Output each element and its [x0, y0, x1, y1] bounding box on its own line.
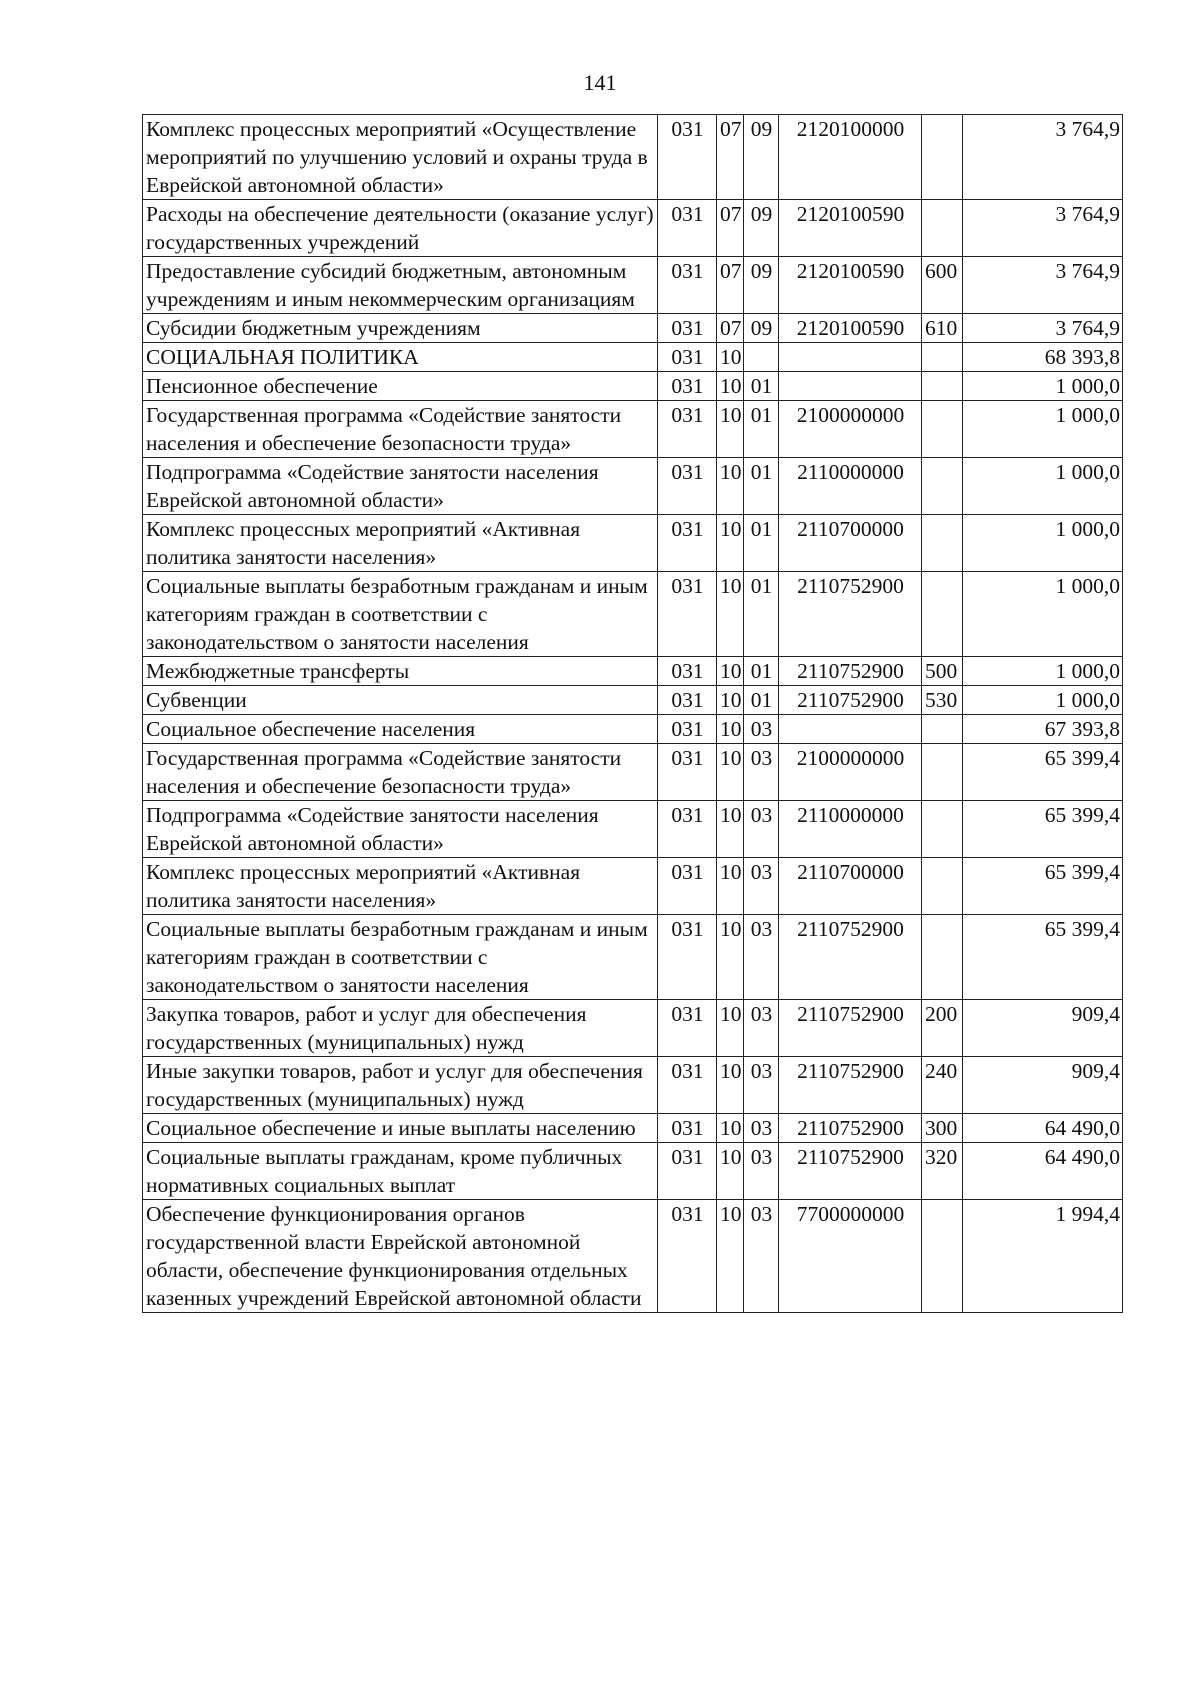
row-section-cell: 10 — [717, 515, 744, 572]
row-subsection-cell: 09 — [744, 200, 779, 257]
row-target-article-cell — [779, 343, 922, 372]
table-row — [143, 372, 1123, 401]
row-amount-cell: 1 000,0 — [963, 515, 1123, 572]
row-ved-cell: 031 — [658, 715, 717, 744]
row-ved-cell: 031 — [658, 572, 717, 657]
budget-table-body — [143, 115, 1123, 1313]
row-section-cell: 07 — [717, 314, 744, 343]
table-row — [143, 401, 1123, 458]
row-section-cell: 10 — [717, 858, 744, 915]
row-amount-cell: 3 764,9 — [963, 257, 1123, 314]
table-row — [143, 1057, 1123, 1114]
row-ved-cell: 031 — [658, 257, 717, 314]
table-row — [143, 572, 1123, 657]
row-amount-cell: 1 000,0 — [963, 458, 1123, 515]
row-ved-cell: 031 — [658, 915, 717, 1000]
row-expense-type-cell: 240 — [922, 1057, 963, 1114]
row-ved-cell: 031 — [658, 801, 717, 858]
row-ved-cell: 031 — [658, 401, 717, 458]
table-row — [143, 1000, 1123, 1057]
table-row — [143, 686, 1123, 715]
row-expense-type-cell — [922, 401, 963, 458]
row-name-cell: Государственная программа «Содействие занятости населения и обеспечение безопасности труда» — [143, 744, 658, 801]
row-section-cell: 10 — [717, 372, 744, 401]
row-target-article-cell: 2110752900 — [779, 1000, 922, 1057]
row-section-cell: 10 — [717, 1057, 744, 1114]
row-amount-cell: 3 764,9 — [963, 200, 1123, 257]
row-subsection-cell: 03 — [744, 744, 779, 801]
row-expense-type-cell: 500 — [922, 657, 963, 686]
row-target-article-cell: 2120100590 — [779, 200, 922, 257]
row-expense-type-cell: 320 — [922, 1143, 963, 1200]
budget-table — [142, 114, 1123, 1313]
row-expense-type-cell — [922, 458, 963, 515]
row-ved-cell: 031 — [658, 1000, 717, 1057]
row-amount-cell: 1 000,0 — [963, 657, 1123, 686]
row-subsection-cell: 03 — [744, 801, 779, 858]
row-name-cell: Расходы на обеспечение деятельности (оказание услуг) государственных учреждений — [143, 200, 658, 257]
row-name-cell: Комплекс процессных мероприятий «Активная политика занятости населения» — [143, 858, 658, 915]
row-ved-cell: 031 — [658, 744, 717, 801]
row-target-article-cell: 2120100590 — [779, 257, 922, 314]
table-row — [143, 314, 1123, 343]
row-expense-type-cell — [922, 858, 963, 915]
row-name-cell: Социальные выплаты безработным гражданам и иным категориям граждан в соответствии с законодательством о занятости населения — [143, 915, 658, 1000]
row-ved-cell: 031 — [658, 686, 717, 715]
row-name-cell: Субвенции — [143, 686, 658, 715]
row-subsection-cell: 01 — [744, 572, 779, 657]
table-row — [143, 1143, 1123, 1200]
row-subsection-cell: 09 — [744, 257, 779, 314]
row-subsection-cell: 01 — [744, 515, 779, 572]
row-name-cell: СОЦИАЛЬНАЯ ПОЛИТИКА — [143, 343, 658, 372]
row-target-article-cell: 2110752900 — [779, 572, 922, 657]
row-ved-cell: 031 — [658, 314, 717, 343]
row-amount-cell: 1 000,0 — [963, 572, 1123, 657]
row-ved-cell: 031 — [658, 200, 717, 257]
row-subsection-cell: 01 — [744, 401, 779, 458]
row-amount-cell: 64 490,0 — [963, 1143, 1123, 1200]
row-name-cell: Межбюджетные трансферты — [143, 657, 658, 686]
row-target-article-cell: 2100000000 — [779, 744, 922, 801]
row-amount-cell: 65 399,4 — [963, 915, 1123, 1000]
row-amount-cell: 1 000,0 — [963, 686, 1123, 715]
row-subsection-cell — [744, 343, 779, 372]
table-row — [143, 458, 1123, 515]
table-row — [143, 200, 1123, 257]
row-target-article-cell — [779, 715, 922, 744]
row-ved-cell: 031 — [658, 1057, 717, 1114]
row-target-article-cell: 2110752900 — [779, 657, 922, 686]
row-expense-type-cell: 300 — [922, 1114, 963, 1143]
row-expense-type-cell: 200 — [922, 1000, 963, 1057]
row-target-article-cell: 2120100000 — [779, 115, 922, 200]
row-section-cell: 07 — [717, 200, 744, 257]
row-ved-cell: 031 — [658, 1143, 717, 1200]
row-subsection-cell: 09 — [744, 115, 779, 200]
row-section-cell: 10 — [717, 915, 744, 1000]
row-subsection-cell: 09 — [744, 314, 779, 343]
row-target-article-cell: 2110752900 — [779, 686, 922, 715]
row-subsection-cell: 01 — [744, 686, 779, 715]
row-amount-cell: 909,4 — [963, 1057, 1123, 1114]
row-subsection-cell: 03 — [744, 1057, 779, 1114]
row-section-cell: 10 — [717, 1000, 744, 1057]
row-ved-cell: 031 — [658, 343, 717, 372]
row-ved-cell: 031 — [658, 657, 717, 686]
row-amount-cell: 65 399,4 — [963, 801, 1123, 858]
row-ved-cell: 031 — [658, 1200, 717, 1313]
row-section-cell: 10 — [717, 744, 744, 801]
row-target-article-cell: 2110700000 — [779, 515, 922, 572]
row-ved-cell: 031 — [658, 372, 717, 401]
row-section-cell: 07 — [717, 257, 744, 314]
row-target-article-cell: 2110752900 — [779, 1143, 922, 1200]
row-name-cell: Государственная программа «Содействие занятости населения и обеспечение безопасности труда» — [143, 401, 658, 458]
row-expense-type-cell — [922, 1200, 963, 1313]
row-amount-cell: 3 764,9 — [963, 314, 1123, 343]
row-subsection-cell: 03 — [744, 715, 779, 744]
row-section-cell: 10 — [717, 1114, 744, 1143]
table-row — [143, 744, 1123, 801]
row-ved-cell: 031 — [658, 115, 717, 200]
row-name-cell: Социальные выплаты безработным гражданам и иным категориям граждан в соответствии с законодательством о занятости населения — [143, 572, 658, 657]
row-name-cell: Социальное обеспечение и иные выплаты населению — [143, 1114, 658, 1143]
table-row — [143, 858, 1123, 915]
row-subsection-cell: 01 — [744, 372, 779, 401]
row-section-cell: 10 — [717, 458, 744, 515]
row-target-article-cell: 2110752900 — [779, 915, 922, 1000]
row-amount-cell: 67 393,8 — [963, 715, 1123, 744]
row-target-article-cell: 2110000000 — [779, 801, 922, 858]
row-section-cell: 10 — [717, 801, 744, 858]
row-amount-cell: 68 393,8 — [963, 343, 1123, 372]
table-row — [143, 1200, 1123, 1313]
table-row — [143, 115, 1123, 200]
row-section-cell: 10 — [717, 686, 744, 715]
row-expense-type-cell — [922, 200, 963, 257]
row-name-cell: Пенсионное обеспечение — [143, 372, 658, 401]
row-target-article-cell: 2120100590 — [779, 314, 922, 343]
row-expense-type-cell — [922, 115, 963, 200]
row-expense-type-cell: 600 — [922, 257, 963, 314]
table-row — [143, 915, 1123, 1000]
table-row — [143, 1114, 1123, 1143]
row-name-cell: Социальное обеспечение населения — [143, 715, 658, 744]
row-expense-type-cell: 610 — [922, 314, 963, 343]
row-expense-type-cell — [922, 715, 963, 744]
row-amount-cell: 1 994,4 — [963, 1200, 1123, 1313]
row-name-cell: Социальные выплаты гражданам, кроме публичных нормативных социальных выплат — [143, 1143, 658, 1200]
row-subsection-cell: 03 — [744, 1000, 779, 1057]
table-row — [143, 657, 1123, 686]
table-row — [143, 515, 1123, 572]
row-section-cell: 10 — [717, 715, 744, 744]
table-row — [143, 257, 1123, 314]
row-name-cell: Обеспечение функционирования органов государственной власти Еврейской автономной области, обеспечение функционирования отдельных казенных учреждений Еврейской автономной области — [143, 1200, 658, 1313]
row-target-article-cell — [779, 372, 922, 401]
row-target-article-cell: 2110000000 — [779, 458, 922, 515]
row-amount-cell: 65 399,4 — [963, 744, 1123, 801]
row-amount-cell: 1 000,0 — [963, 401, 1123, 458]
table-row — [143, 801, 1123, 858]
row-subsection-cell: 01 — [744, 657, 779, 686]
row-name-cell: Подпрограмма «Содействие занятости населения Еврейской автономной области» — [143, 458, 658, 515]
row-subsection-cell: 03 — [744, 915, 779, 1000]
row-section-cell: 10 — [717, 343, 744, 372]
row-ved-cell: 031 — [658, 515, 717, 572]
row-ved-cell: 031 — [658, 1114, 717, 1143]
row-section-cell: 10 — [717, 401, 744, 458]
row-expense-type-cell — [922, 915, 963, 1000]
row-name-cell: Комплекс процессных мероприятий «Осуществление мероприятий по улучшению условий и охраны труда в Еврейской автономной области» — [143, 115, 658, 200]
page-number: 141 — [583, 70, 617, 95]
row-amount-cell: 1 000,0 — [963, 372, 1123, 401]
row-target-article-cell: 2110752900 — [779, 1057, 922, 1114]
row-expense-type-cell — [922, 744, 963, 801]
row-ved-cell: 031 — [658, 858, 717, 915]
row-target-article-cell: 7700000000 — [779, 1200, 922, 1313]
row-name-cell: Предоставление субсидий бюджетным, автономным учреждениям и иным некоммерческим организациям — [143, 257, 658, 314]
row-expense-type-cell: 530 — [922, 686, 963, 715]
row-subsection-cell: 01 — [744, 458, 779, 515]
table-row — [143, 715, 1123, 744]
row-name-cell: Иные закупки товаров, работ и услуг для обеспечения государственных (муниципальных) нужд — [143, 1057, 658, 1114]
row-expense-type-cell — [922, 343, 963, 372]
row-section-cell: 10 — [717, 657, 744, 686]
row-expense-type-cell — [922, 515, 963, 572]
row-name-cell: Субсидии бюджетным учреждениям — [143, 314, 658, 343]
row-section-cell: 10 — [717, 572, 744, 657]
row-subsection-cell: 03 — [744, 1200, 779, 1313]
row-name-cell: Комплекс процессных мероприятий «Активная политика занятости населения» — [143, 515, 658, 572]
row-amount-cell: 3 764,9 — [963, 115, 1123, 200]
row-name-cell: Подпрограмма «Содействие занятости населения Еврейской автономной области» — [143, 801, 658, 858]
row-name-cell: Закупка товаров, работ и услуг для обеспечения государственных (муниципальных) нужд — [143, 1000, 658, 1057]
row-expense-type-cell — [922, 372, 963, 401]
row-amount-cell: 64 490,0 — [963, 1114, 1123, 1143]
row-subsection-cell: 03 — [744, 1143, 779, 1200]
row-expense-type-cell — [922, 801, 963, 858]
row-target-article-cell: 2110700000 — [779, 858, 922, 915]
row-section-cell: 10 — [717, 1200, 744, 1313]
row-subsection-cell: 03 — [744, 1114, 779, 1143]
row-subsection-cell: 03 — [744, 858, 779, 915]
row-expense-type-cell — [922, 572, 963, 657]
row-section-cell: 07 — [717, 115, 744, 200]
row-amount-cell: 65 399,4 — [963, 858, 1123, 915]
row-section-cell: 10 — [717, 1143, 744, 1200]
row-amount-cell: 909,4 — [963, 1000, 1123, 1057]
row-ved-cell: 031 — [658, 458, 717, 515]
row-target-article-cell: 2110752900 — [779, 1114, 922, 1143]
row-target-article-cell: 2100000000 — [779, 401, 922, 458]
table-row — [143, 343, 1123, 372]
